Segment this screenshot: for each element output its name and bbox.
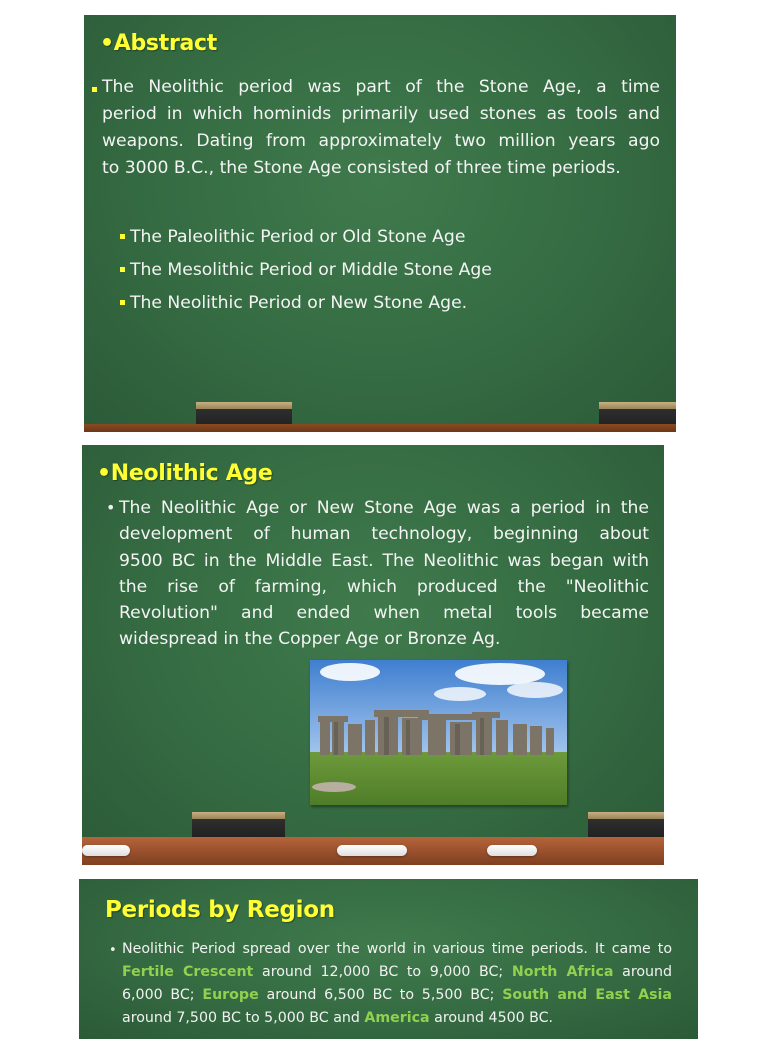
paragraph-text: around 7,500 BC to 5,000 BC and bbox=[122, 1010, 365, 1026]
abstract-line: to 3000 B.C., the Stone Age consisted of three time periods. bbox=[102, 158, 621, 178]
slide-abstract bbox=[84, 15, 676, 432]
chalk-stick bbox=[82, 845, 130, 856]
paragraph-text: Neolithic Period spread over the world in various time periods. It came to bbox=[122, 941, 672, 957]
list-item-label: The Mesolithic Period or Middle Stone Age bbox=[130, 260, 492, 280]
list-item-label: The Paleolithic Period or Old Stone Age bbox=[130, 227, 466, 247]
paragraph-text: around 6,500 BC to 5,500 BC; bbox=[258, 987, 503, 1003]
paragraph-text: around 12,000 BC to 9,000 BC; bbox=[253, 964, 512, 980]
square-bullet-icon bbox=[120, 234, 125, 239]
square-bullet-icon bbox=[120, 267, 125, 272]
neolithic-paragraph bbox=[119, 495, 649, 653]
bullet-dot-icon: • bbox=[106, 498, 116, 517]
paragraph-line: 9500 BC in the Middle East. The Neolithic was began with bbox=[119, 550, 649, 571]
slide-neolithic-age bbox=[82, 445, 664, 865]
slide-title-periods-by-region: Periods by Region bbox=[105, 897, 335, 923]
region-fertile-crescent: Fertile Crescent bbox=[122, 964, 254, 980]
region-north-africa: North Africa bbox=[511, 964, 614, 980]
chalk-stick bbox=[487, 845, 537, 856]
bullet-dot-icon: • bbox=[109, 943, 117, 958]
region-america: America bbox=[364, 1010, 430, 1026]
paragraph-line: development of human technology, beginning about bbox=[119, 524, 649, 545]
chalk-stick bbox=[337, 845, 407, 856]
paragraph-line: Revolution" and ended when metal tools became bbox=[119, 603, 649, 624]
paragraph-line: the rise of farming, which produced the "Neolithic bbox=[119, 576, 649, 597]
paragraph-text: around 4500 BC. bbox=[429, 1010, 554, 1026]
slide-periods-by-region bbox=[79, 879, 698, 1039]
paragraph-line: widespread in the Copper Age or Bronze Ag. bbox=[119, 629, 501, 650]
periods-paragraph bbox=[122, 938, 672, 1030]
region-europe: Europe bbox=[202, 987, 259, 1003]
slide-title-abstract: •Abstract bbox=[100, 31, 218, 56]
stonehenge-photo bbox=[310, 660, 567, 805]
square-bullet-icon bbox=[120, 300, 125, 305]
chalk-ledge bbox=[84, 424, 676, 432]
abstract-line: weapons. Dating from approximately two million years ago bbox=[102, 131, 660, 151]
paragraph-text: around 6,000 BC; bbox=[122, 964, 673, 1003]
abstract-line: period in which hominids primarily used stones as tools and bbox=[102, 104, 660, 124]
slide-title-neolithic-age: •Neolithic Age bbox=[97, 461, 273, 486]
list-item bbox=[120, 226, 465, 248]
list-item bbox=[120, 292, 467, 314]
square-bullet-icon bbox=[92, 87, 97, 92]
list-item bbox=[120, 259, 492, 281]
region-south-east-asia: South and East Asia bbox=[502, 987, 672, 1003]
list-item-label: The Neolithic Period or New Stone Age. bbox=[130, 293, 468, 313]
abstract-paragraph bbox=[102, 74, 660, 182]
paragraph-line: The Neolithic Age or New Stone Age was a period in the bbox=[119, 498, 649, 518]
abstract-line: The Neolithic period was part of the Stone Age, a time bbox=[102, 77, 660, 97]
